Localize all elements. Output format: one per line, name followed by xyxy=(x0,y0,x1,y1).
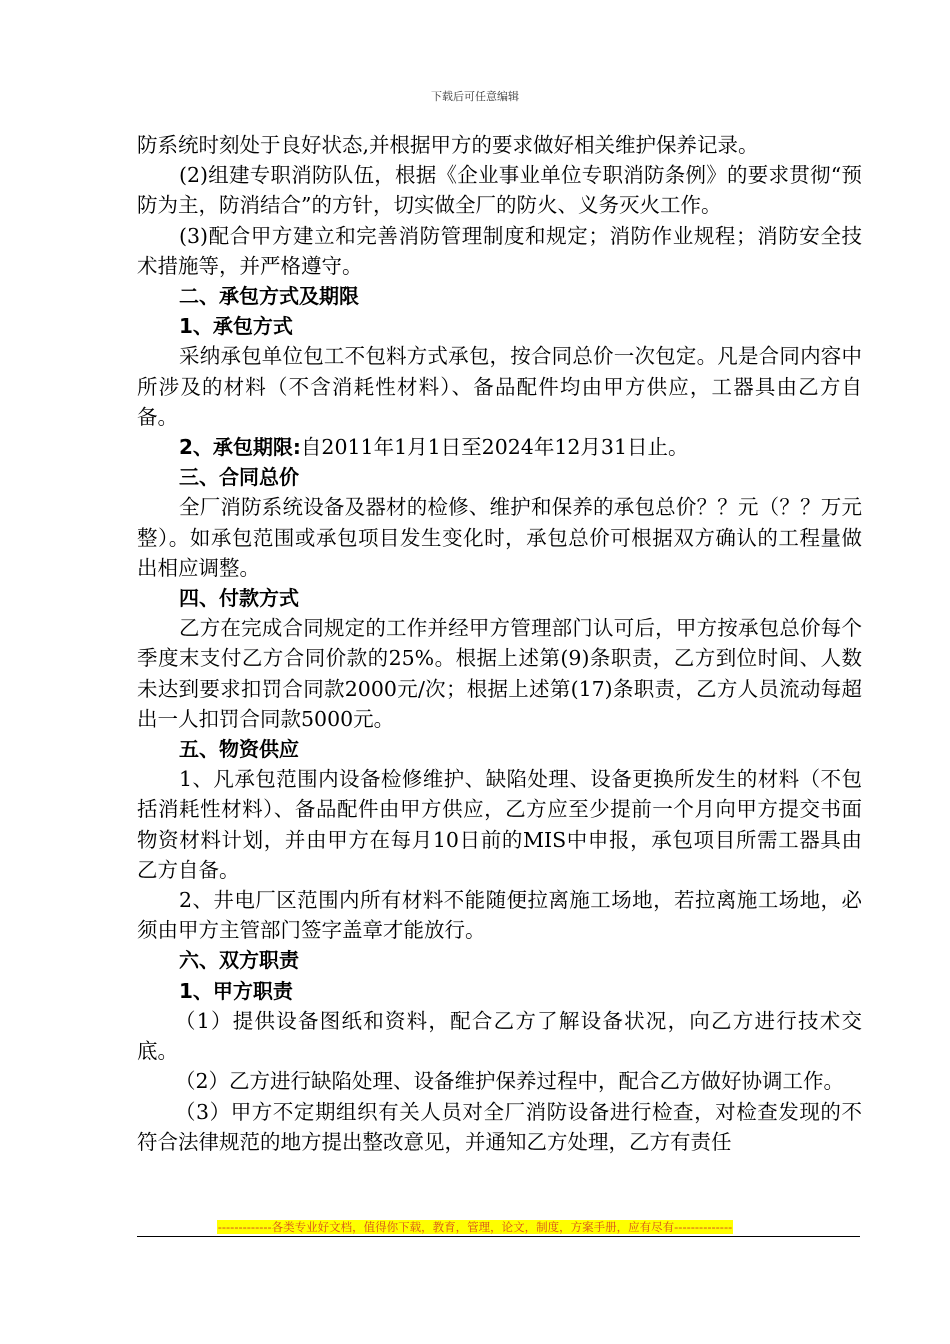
section-heading-2: 二、承包方式及期限 xyxy=(179,284,359,309)
paragraph-duty-3: （3）甲方不定期组织有关人员对全厂消防设备进行检查，对检查发现的不符合法律规范的地方提出整改意见，并通知乙方处理，乙方有责任 xyxy=(137,1099,862,1154)
section-heading-5: 五、物资供应 xyxy=(179,737,299,762)
footer-banner-text: -------------各类专业好文档，值得你下载，教育，管理，论文，制度，方案手册，应有尽有-------------- xyxy=(217,1220,733,1234)
contract-period-text: 自2011年1月1日至2024年12月31日止。 xyxy=(300,435,689,460)
page-header: 下载后可任意编辑 xyxy=(431,90,519,103)
paragraph-contract-period xyxy=(137,432,862,462)
subheading-contract-method: 1、承包方式 xyxy=(179,314,293,339)
section-heading-4: 四、付款方式 xyxy=(179,586,299,611)
subheading-party-a: 1、甲方职责 xyxy=(179,978,293,1003)
section-heading-6: 六、双方职责 xyxy=(179,948,299,973)
footer-divider xyxy=(137,1236,860,1237)
footer-banner xyxy=(0,1216,950,1235)
paragraph-supply-1: 1、凡承包范围内设备检修维护、缺陷处理、设备更换所发生的材料（不包括消耗性材料）、备品配件由甲方供应，乙方应至少提前一个月向甲方提交书面物资材料计划，并由甲方在每月10日前的MIS中申报，承包项目所需工器具由乙方自备。 xyxy=(137,767,862,882)
paragraph-duty-2: （2）乙方进行缺陷处理、设备维护保养过程中，配合乙方做好协调工作。 xyxy=(175,1069,845,1094)
paragraph-total-price: 全厂消防系统设备及器材的检修、维护和保养的承包总价？？元（？？万元整）。如承包范围或承包项目发生变化时，承包总价可根据双方确认的工程量做出相应调整。 xyxy=(137,495,862,580)
paragraph-2: (2)组建专职消防队伍，根据《企业事业单位专职消防条例》的要求贯彻“预防为主，防消结合”的方针，切实做全厂的防火、义务灭火工作。 xyxy=(137,163,862,218)
paragraph-3: (3)配合甲方建立和完善消防管理制度和规定；消防作业规程；消防安全技术措施等，并严格遵守。 xyxy=(137,223,862,278)
paragraph-contract-method: 采纳承包单位包工不包料方式承包，按合同总价一次包定。凡是合同内容中所涉及的材料（不含消耗性材料）、备品配件均由甲方供应，工器具由乙方自备。 xyxy=(137,344,862,429)
paragraph-supply-2: 2、井电厂区范围内所有材料不能随便拉离施工场地，若拉离施工场地，必须由甲方主管部门签字盖章才能放行。 xyxy=(137,888,862,943)
section-heading-3: 三、合同总价 xyxy=(179,465,299,490)
paragraph-duty-1: （1）提供设备图纸和资料，配合乙方了解设备状况，向乙方进行技术交底。 xyxy=(137,1008,862,1064)
contract-period-label: 2、承包期限: xyxy=(179,435,301,460)
paragraph-payment: 乙方在完成合同规定的工作并经甲方管理部门认可后，甲方按承包总价每个季度末支付乙方合同价款的25%。根据上述第(9)条职责，乙方到位时间、人数未达到要求扣罚合同款2000元/次；根据上述第(17)条职责，乙方人员流动每超出一人扣罚合同款5000元。 xyxy=(137,616,862,731)
paragraph-1: 防系统时刻处于良好状态,并根据甲方的要求做好相关维护保养记录。 xyxy=(137,133,759,157)
document-body xyxy=(137,130,862,1157)
